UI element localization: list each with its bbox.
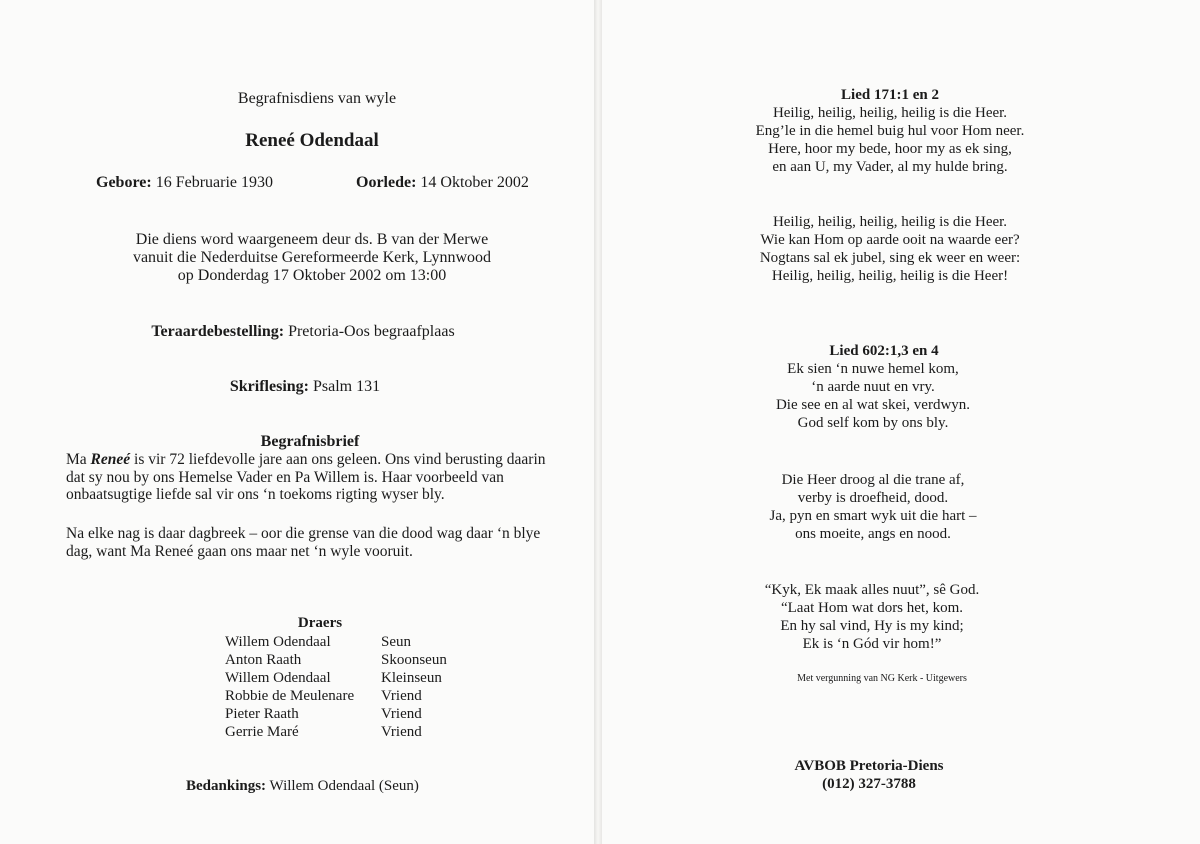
hymn-1-verse-1-line: en aan U, my Vader, al my hulde bring.: [772, 159, 1008, 175]
bearers-heading: Draers: [297, 615, 343, 631]
hymn-2-verse-1-line: Ek sien ‘n nuwe hemel kom,: [787, 361, 959, 377]
undertaker-name: AVBOB Pretoria-Diens: [794, 758, 944, 774]
letter-heading: Begrafnisbrief: [260, 433, 360, 450]
born-value: 16 Februarie 1930: [155, 174, 273, 191]
hymn-1-verse-2-line: Wie kan Hom op aarde ooit na waarde eer?: [760, 232, 1020, 248]
burial-label: Teraardebestelling:: [151, 323, 285, 340]
hymn-2-verse-3-line: “Kyk, Ek maak alles nuut”, sê God.: [764, 582, 980, 598]
deceased-name: Reneé Odendaal: [245, 130, 379, 151]
service-intro: Begrafnisdiens van wyle: [237, 90, 397, 107]
thanks-line: [186, 778, 419, 796]
hymn-2-verse-3-line: Ek is ‘n Gód vir hom!”: [802, 636, 942, 652]
letter-paragraph-2: Na elke nag is daar dagbreek – oor die grense van die dood wag daar ‘n blye dag, want Ma Reneé gaan ons maar net ‘n wyle vooruit.: [66, 525, 541, 560]
bearer-relation: Vriend: [381, 724, 422, 740]
page-fold: [594, 0, 602, 844]
reading-line: [230, 378, 380, 396]
hymn-1-verse-2-line: Nogtans sal ek jubel, sing ek weer en weer:: [759, 250, 1021, 266]
bearer-relation: Vriend: [381, 706, 422, 722]
died-value: 14 Oktober 2002: [420, 174, 529, 191]
bearer-name: Pieter Raath: [225, 706, 299, 722]
letter-rest: is vir 72 liefdevolle jare aan ons geleen. Ons vind berusting daarin dat sy nou by ons Hemelse Vader en Pa Willem is. Haar voorbeeld van onbaatsugtige liefde sal vir ons ‘n toekoms rigting wyser bly.: [66, 451, 546, 503]
hymn-2-verse-3-line: En hy sal vind, Hy is my kind;: [780, 618, 964, 634]
birth-date: [96, 174, 273, 192]
service-line-3: op Donderdag 17 Oktober 2002 om 13:00: [177, 267, 447, 284]
born-label: Gebore:: [96, 174, 152, 191]
burial-line: [151, 323, 454, 341]
hymn-1-title: Lied 171:1 en 2: [841, 87, 939, 103]
bearer-name: Robbie de Meulenare: [225, 688, 355, 704]
bearer-name: Willem Odendaal: [225, 670, 331, 686]
burial-value: Pretoria-Oos begraafplaas: [288, 323, 455, 340]
hymn-2-verse-1-line: God self kom by ons bly.: [797, 415, 949, 431]
death-date: [356, 174, 529, 192]
thanks-value: Willem Odendaal (Seun): [269, 778, 419, 794]
hymn-1-verse-2-line: Heilig, heilig, heilig, heilig is die Heer!: [771, 268, 1009, 284]
service-line-2: vanuit die Nederduitse Gereformeerde Kerk, Lynnwood: [132, 249, 492, 266]
bearer-name: Willem Odendaal: [225, 634, 331, 650]
bearer-relation: Kleinseun: [381, 670, 442, 686]
undertaker-phone: (012) 327-3788: [822, 776, 916, 792]
service-line-1: Die diens word waargeneem deur ds. B van der Merwe: [135, 231, 489, 248]
bearer-relation: Skoonseun: [381, 652, 447, 668]
hymn-2-verse-2-line: ons moeite, angs en nood.: [795, 526, 951, 542]
thanks-label: Bedankings:: [186, 778, 267, 794]
hymn-2-verse-1-line: Die see en al wat skei, verdwyn.: [775, 397, 971, 413]
died-label: Oorlede:: [356, 174, 417, 191]
letter-prefix: Ma: [66, 451, 91, 468]
letter-name: Reneé: [90, 451, 131, 468]
hymn-2-verse-2-line: Die Heer droog al die trane af,: [781, 472, 965, 488]
permission-note: Met vergunning van NG Kerk - Uitgewers: [797, 673, 967, 684]
hymn-2-title: Lied 602:1,3 en 4: [829, 343, 939, 359]
hymn-2-verse-2-line: verby is droefheid, dood.: [797, 490, 949, 506]
hymn-1-verse-1-line: Eng’le in die hemel buig hul voor Hom neer.: [755, 123, 1025, 139]
bearer-name: Anton Raath: [225, 652, 302, 668]
hymn-2-verse-1-line: ‘n aarde nuut en vry.: [811, 379, 935, 395]
hymn-1-verse-1-line: Here, hoor my bede, hoor my as ek sing,: [768, 141, 1012, 157]
bearer-relation: Vriend: [381, 688, 422, 704]
reading-value: Psalm 131: [313, 378, 381, 395]
hymn-2-verse-2-line: Ja, pyn en smart wyk uit die hart –: [769, 508, 977, 524]
bearer-relation: Seun: [381, 634, 411, 650]
bearer-name: Gerrie Maré: [225, 724, 299, 740]
hymn-2-verse-3-line: “Laat Hom wat dors het, kom.: [780, 600, 964, 616]
hymn-1-verse-2-line: Heilig, heilig, heilig, heilig is die Heer.: [772, 214, 1008, 230]
reading-label: Skriflesing:: [229, 378, 309, 395]
letter-paragraph-1: [66, 451, 566, 504]
hymn-1-verse-1-line: Heilig, heilig, heilig, heilig is die Heer.: [772, 105, 1008, 121]
